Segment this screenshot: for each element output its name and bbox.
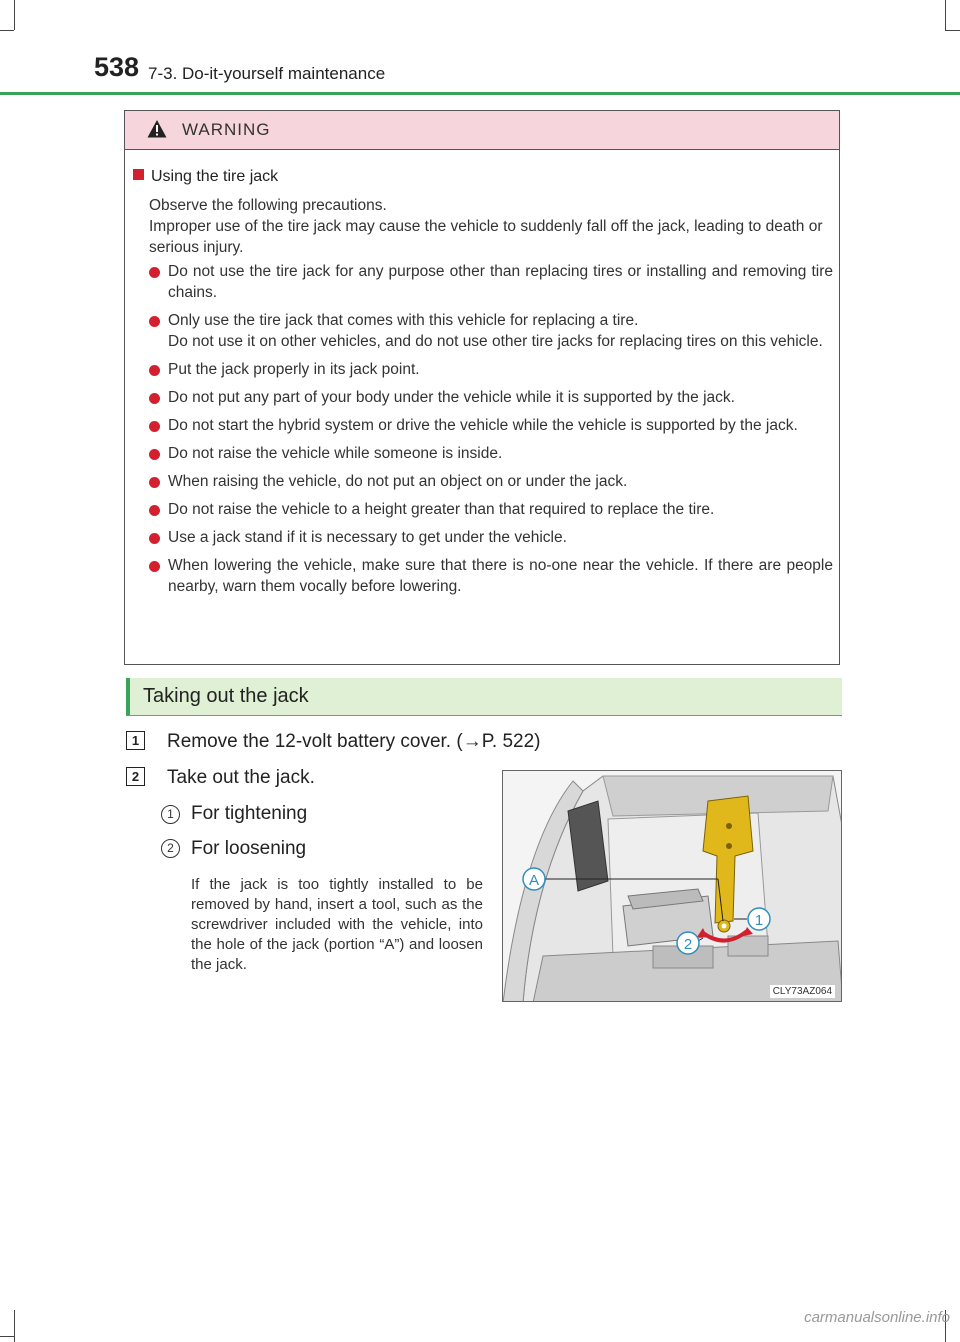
warning-body [125, 149, 839, 664]
warning-item-text: Put the jack properly in its jack point. [168, 361, 420, 378]
warning-item [143, 555, 833, 597]
crop-mark [0, 1336, 14, 1337]
note-text: If the jack is too tightly installed to be removed by hand, insert a tool, such as the screwdriver included with the vehicle, into the hole of the jack (portion “A”) and loosen the jack. [191, 876, 483, 973]
watermark: carmanualsonline.info [804, 1309, 950, 1326]
step-number: 1 [126, 731, 145, 750]
warning-item-text: When raising the vehicle, do not put an object on or under the jack. [168, 473, 628, 490]
warning-subheading [133, 168, 278, 186]
sub-item-text: For loosening [191, 838, 307, 859]
warning-intro-line: Improper use of the tire jack may cause the vehicle to suddenly fall off the jack, leading to death or serious injury. [149, 218, 823, 256]
bullet-icon [149, 421, 160, 432]
warning-header [125, 111, 839, 150]
callout-label-2: 2 [683, 936, 693, 953]
warning-item-text: Do not raise the vehicle to a height greater than that required to replace the tire. [168, 501, 715, 518]
heading-accent-bar [126, 678, 130, 715]
warning-item [143, 443, 833, 464]
section-title: 7-3. Do-it-yourself maintenance [148, 64, 386, 83]
bullet-icon [149, 477, 160, 488]
warning-item-text: When lowering the vehicle, make sure that there is no-one near the vehicle. If there are people nearby, warn them vocally before lowering. [168, 557, 833, 595]
warning-item-text: Do not raise the vehicle while someone is inside. [168, 445, 503, 462]
section-heading [126, 678, 842, 716]
warning-item [143, 359, 833, 380]
step-number: 2 [126, 767, 145, 786]
bullet-icon [149, 267, 160, 278]
section-heading-text: Taking out the jack [143, 685, 309, 707]
warning-intro-line: Observe the following precautions. [149, 197, 387, 214]
warning-item-text: Do not put any part of your body under the vehicle while it is supported by the jack. [168, 389, 735, 406]
warning-item-text: Do not start the hybrid system or drive the vehicle while the vehicle is supported by the jack. [168, 417, 798, 434]
bullet-icon [149, 449, 160, 460]
warning-item-text: Only use the tire jack that comes with this vehicle for replacing a tire. Do not use it on other vehicles, and do not use other tire jacks for replacing tires on this vehicle. [168, 312, 823, 350]
bullet-icon [149, 561, 160, 572]
trunk-illustration [503, 771, 842, 1002]
figure-code: CLY73AZ064 [770, 985, 835, 998]
callout-number: 1 [161, 805, 180, 824]
sub-item-text: For tightening [191, 803, 308, 824]
bullet-icon [149, 316, 160, 327]
crop-mark [945, 30, 960, 31]
warning-item [143, 261, 833, 303]
warning-item-text: Do not use the tire jack for any purpose other than replacing tires or installing and removing tire chains. [168, 263, 833, 301]
warning-subheading-text: Using the tire jack [151, 168, 279, 185]
callout-number: 2 [161, 839, 180, 858]
bullet-icon [149, 393, 160, 404]
warning-item [143, 415, 833, 436]
warning-intro [149, 195, 833, 258]
crop-mark [14, 1310, 15, 1342]
warning-item [143, 471, 833, 492]
jack-illustration [502, 770, 842, 1002]
square-bullet-icon [133, 169, 144, 180]
warning-item [143, 310, 833, 352]
warning-icon [147, 119, 167, 139]
warning-box [124, 110, 840, 665]
bullet-icon [149, 533, 160, 544]
callout-label-a: A [528, 872, 540, 889]
warning-item [143, 527, 833, 548]
step-text: Take out the jack. [167, 767, 315, 788]
warning-item-text: Use a jack stand if it is necessary to get under the vehicle. [168, 529, 567, 546]
callout-label-1: 1 [754, 912, 764, 929]
warning-item [143, 499, 833, 520]
crop-mark [945, 0, 946, 30]
bullet-icon [149, 505, 160, 516]
bullet-icon [149, 365, 160, 376]
warning-item [143, 387, 833, 408]
warning-title: WARNING [182, 120, 271, 139]
header-rule [0, 92, 960, 95]
warning-list [143, 261, 833, 604]
crop-mark [0, 30, 14, 31]
crop-mark [14, 0, 15, 30]
step-text: Remove the 12-volt battery cover. (→P. 522) [167, 731, 541, 752]
page-number: 538 [94, 52, 140, 82]
